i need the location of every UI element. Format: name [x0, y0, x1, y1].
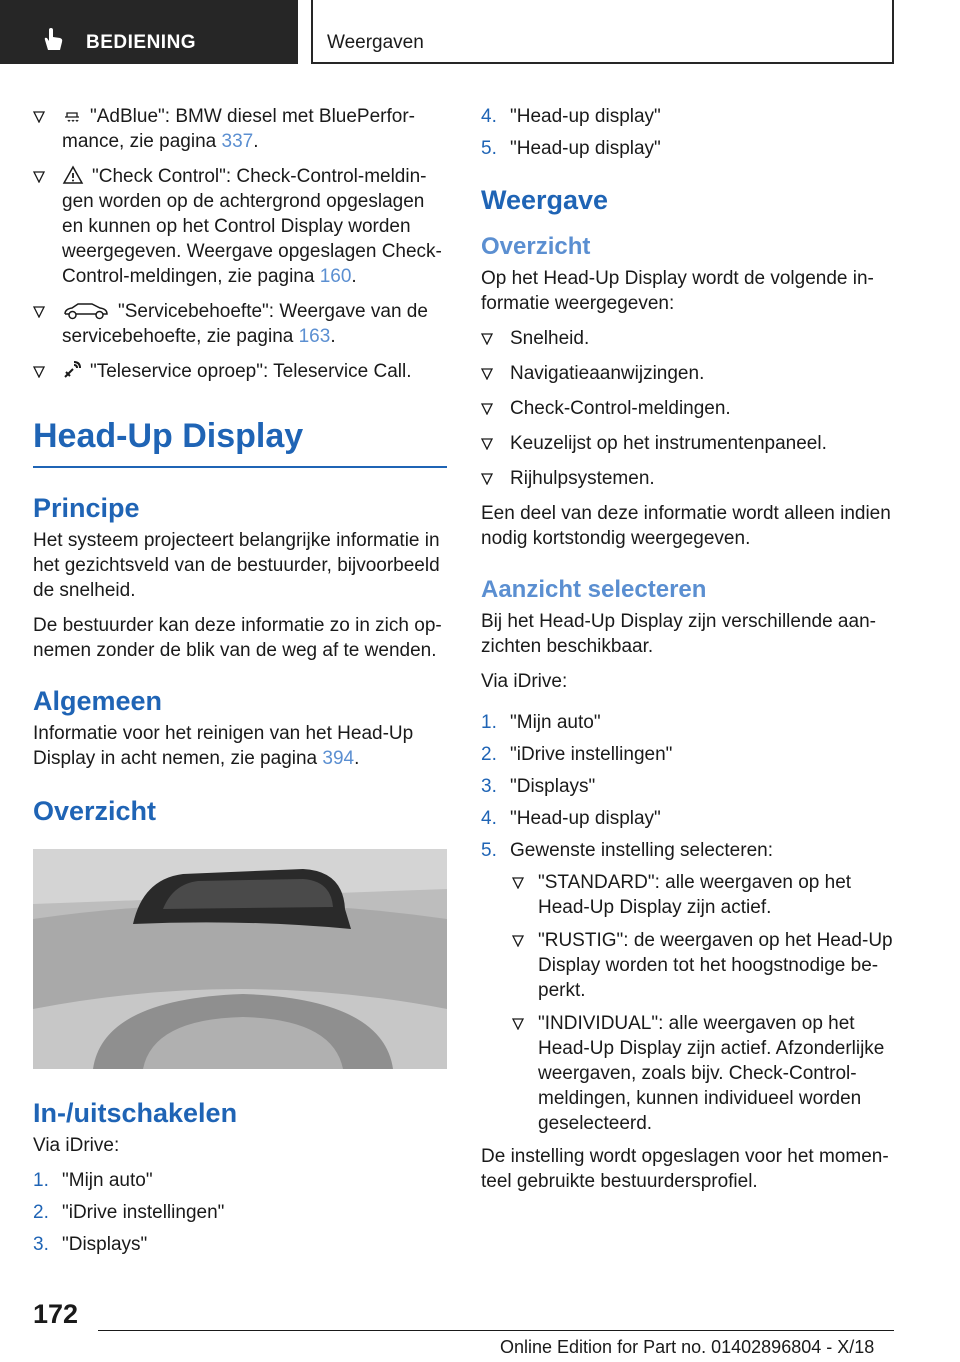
list-item: 5. Gewenste instelling selecteren: — [481, 840, 773, 861]
weergave-heading: Weergave — [481, 185, 609, 215]
list-item: "INDIVIDUAL": alle weergaven op het Head-Up Display zijn actief. Afzonderlijke weergaven, zoals bijv. Check-Control-meldingen, kunnen individueel worden geselecteerd. — [481, 1011, 899, 1136]
dashboard-illustration — [33, 849, 447, 1069]
list-item: "Servicebehoefte": Weergave van de servicebehoefte, zie pagina 163. — [33, 299, 447, 349]
left-column — [33, 104, 447, 1264]
list-item: Snelheid. — [481, 326, 899, 351]
main-heading: Head-Up Display — [33, 417, 304, 455]
list-item: 2. "iDrive instellingen" — [481, 744, 673, 765]
in-uit-heading: In-/uitschakelen — [33, 1098, 238, 1128]
bullet-triangle-icon — [481, 368, 493, 380]
list-item: "Check Control": Check-Control-meldin-gen worden op de achtergrond opgeslagen en kunnen op het Control Display worden weergegeven. Weergave opgeslagen Check-Control-meldingen, zie pagina 160. — [33, 164, 447, 289]
aanzicht-paragraph: Bij het Head-Up Display zijn verschillende aan-zichten beschikbaar. — [481, 611, 876, 657]
bullet-triangle-icon — [481, 473, 493, 485]
footer-divider — [98, 1330, 894, 1331]
section-header — [311, 0, 894, 64]
algemeen-heading: Algemeen — [33, 686, 163, 716]
list-item: 3. "Displays" — [33, 1234, 148, 1255]
list-item: "STANDARD": alle weergaven op het Head-Up Display zijn actief. — [481, 870, 899, 920]
algemeen-paragraph: Informatie voor het reinigen van het Head-Up Display in acht nemen, zie pagina 394. — [33, 723, 414, 769]
warning-triangle-icon — [62, 165, 84, 185]
bullet-triangle-icon — [512, 935, 524, 947]
bullet-triangle-icon — [512, 1018, 524, 1030]
bullet-triangle-icon — [33, 366, 45, 378]
list-item: "Teleservice oproep": Teleservice Call. — [33, 359, 447, 384]
list-item: Check-Control-meldingen. — [481, 396, 899, 421]
list-item: 1. "Mijn auto" — [481, 712, 601, 733]
heading-divider — [33, 466, 447, 468]
bullet-triangle-icon — [33, 171, 45, 183]
right-column — [481, 104, 899, 1204]
page-link[interactable]: 337 — [221, 131, 254, 152]
via-idrive-label: Via iDrive: — [481, 671, 568, 692]
adblue-icon — [62, 107, 82, 125]
list-item: Rijhulpsystemen. — [481, 466, 899, 491]
bullet-triangle-icon — [481, 438, 493, 450]
overzicht-paragraph: Op het Head-Up Display wordt de volgende in-formatie weergegeven: — [481, 268, 874, 314]
principe-paragraph-1: Het systeem projecteert belangrijke informatie in het gezichtsveld van de bestuurder, bijvoorbeeld de snelheid. — [33, 530, 440, 601]
list-item: 1. "Mijn auto" — [33, 1170, 153, 1191]
list-item: 4. "Head-up display" — [481, 808, 661, 829]
bullet-triangle-icon — [481, 333, 493, 345]
bullet-triangle-icon — [512, 877, 524, 889]
via-idrive-label: Via iDrive: — [33, 1135, 120, 1156]
aanzicht-after-paragraph: De instelling wordt opgeslagen voor het momen-teel gebruikte bestuurdersprofiel. — [481, 1146, 889, 1192]
list-item: "AdBlue": BMW diesel met BluePerfor-mance, zie pagina 337. — [33, 104, 447, 154]
list-item: "RUSTIG": de weergaven op het Head-Up Display worden tot het hoogstnodige be-perkt. — [481, 928, 899, 1003]
chapter-tab — [0, 0, 298, 64]
list-item: 5. "Head-up display" — [481, 138, 661, 159]
edition-note: Online Edition for Part no. 01402896804 - X/18 — [500, 1337, 875, 1357]
bullet-triangle-icon — [33, 111, 45, 123]
principe-heading: Principe — [33, 493, 140, 523]
page-link[interactable]: 394 — [322, 748, 355, 769]
list-item: Navigatieaanwijzingen. — [481, 361, 899, 386]
teleservice-icon — [62, 360, 82, 380]
car-service-icon — [62, 302, 110, 320]
page-link[interactable]: 163 — [298, 326, 331, 347]
bullet-triangle-icon — [33, 306, 45, 318]
hand-pointer-icon — [40, 26, 66, 52]
overzicht-subheading: Overzicht — [481, 233, 591, 260]
aanzicht-subheading: Aanzicht selecteren — [481, 576, 707, 603]
list-item: 3. "Displays" — [481, 776, 596, 797]
chapter-label: BEDIENING — [86, 32, 197, 53]
bullet-triangle-icon — [481, 403, 493, 415]
page-link[interactable]: 160 — [319, 266, 352, 287]
list-item: Keuzelijst op het instrumentenpaneel. — [481, 431, 899, 456]
principe-paragraph-2: De bestuurder kan deze informatie zo in zich op-nemen zonder de blik van de weg af te wenden. — [33, 615, 442, 661]
overzicht-heading: Overzicht — [33, 796, 157, 826]
section-title: Weergaven — [327, 32, 424, 53]
head-up-display-photo — [33, 849, 447, 1069]
list-item: 2. "iDrive instellingen" — [33, 1202, 225, 1223]
overzicht-after-paragraph: Een deel van deze informatie wordt alleen indien nodig kortstondig weergegeven. — [481, 503, 891, 549]
page-number: 172 — [33, 1299, 79, 1329]
list-item: 4. "Head-up display" — [481, 106, 661, 127]
